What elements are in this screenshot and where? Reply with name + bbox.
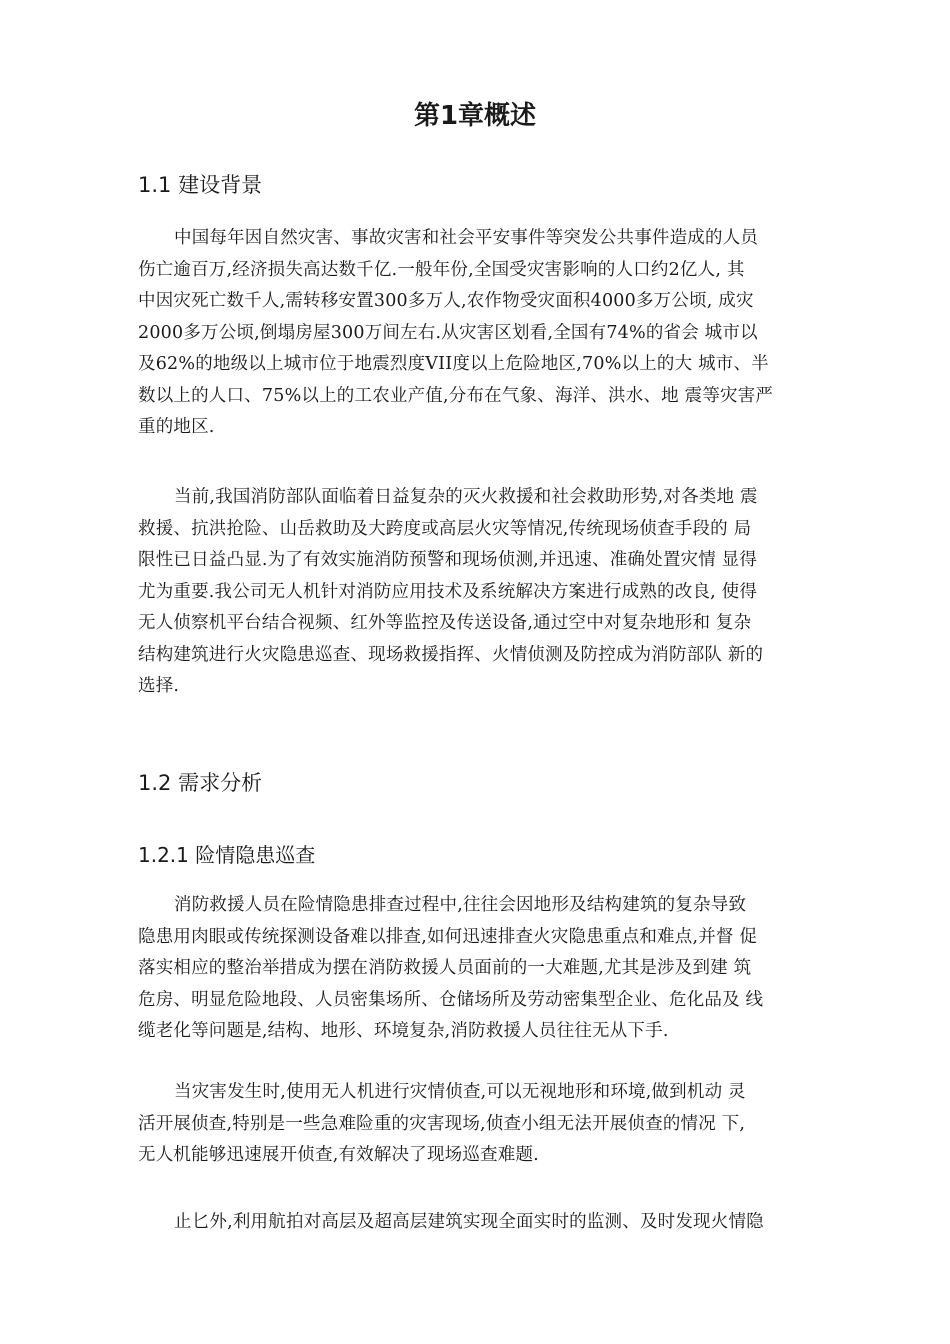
text-line: 落实相应的整治举措成为摆在消防救援人员面前的一大难题,尤其是涉及到建 筑	[138, 958, 752, 978]
paragraph-inspection-3	[138, 1207, 822, 1239]
text-line: 隐患用肉眼或传统探测设备难以排查,如何迅速排查火灾隐患重点和难点,并督 促	[138, 926, 758, 947]
text-line: 尤为重要.我公司无人机针对消防应用技术及系统解决方案进行成熟的改良, 使得	[138, 581, 758, 602]
text-line: 数以上的人口、75%以上的工农业产值,分布在气象、海洋、洪水、地 震等灾害严	[138, 385, 774, 406]
text-line: 活开展侦查,特别是一些急难险重的灾害现场,侦查小组无法开展侦查的情况 下,	[138, 1113, 746, 1134]
text-line: 救援、抗洪抢险、山岳救助及大跨度或高层火灾等情况,传统现场侦查手段的 局	[138, 518, 752, 539]
text-line: 重的地区.	[138, 417, 215, 437]
paragraph-inspection-2	[138, 1077, 822, 1172]
paragraph-background-2	[138, 482, 822, 703]
paragraph-inspection-1	[138, 890, 822, 1048]
text-line: 2000多万公顷,倒塌房屋300万间左右.从灾害区划看,全国有74%的省会 城市以	[138, 322, 758, 343]
section-heading-background: 1.1 建设背景	[138, 173, 263, 197]
text-line: 当前,我国消防部队面临着日益复杂的灭火救援和社会救助形势,对各类地 震	[174, 487, 758, 507]
text-line: 及62%的地级以上城市位于地震烈度VII度以上危险地区,70%以上的大 城市、半	[138, 354, 769, 374]
text-line: 选择.	[138, 676, 180, 696]
text-line: 止匕外,利用航拍对高层及超高层建筑实现全面实时的监测、及时发现火情隐	[174, 1212, 764, 1232]
text-line: 中国每年因自然灾害、事故灾害和社会平安事件等突发公共事件造成的人员	[174, 228, 759, 248]
text-line: 缆老化等问题是,结构、地形、环境复杂,消防救援人员往往无从下手.	[138, 1021, 669, 1041]
paragraph-background-1	[138, 223, 822, 444]
text-line: 中因灾死亡数千人,需转移安置300多万人,农作物受灾面积4000多万公顷, 成灾	[138, 291, 754, 311]
text-line: 消防救援人员在险情隐患排查过程中,往往会因地形及结构建筑的复杂导致	[174, 895, 747, 915]
text-line: 危房、明显危险地段、人员密集场所、仓储场所及劳动密集型企业、危化品及 线	[138, 989, 764, 1010]
text-line: 无人侦察机平台结合视频、红外等监控及传送设备,通过空中对复杂地形和 复杂	[138, 613, 752, 633]
subsection-heading-hazard-inspection: 1.2.1 险情隐患巡查	[138, 843, 316, 867]
section-heading-requirements: 1.2 需求分析	[138, 771, 263, 795]
text-line: 无人机能够迅速展开侦查,有效解决了现场巡查难题.	[138, 1145, 539, 1165]
text-line: 当灾害发生时,使用无人机进行灾情侦查,可以无视地形和环境,做到机动 灵	[174, 1082, 746, 1102]
chapter-title: 第1章概述	[413, 101, 537, 131]
text-line: 限性已日益凸显.为了有效实施消防预警和现场侦测,并迅速、准确处置灾情 显得	[138, 550, 758, 570]
text-line: 结构建筑进行火灾隐患巡查、现场救援指挥、火情侦测及防控成为消防部队 新的	[138, 644, 764, 665]
text-line: 伤亡逾百万,经济损失高达数千亿.一般年份,全国受灾害影响的人口约2亿人, 其	[138, 259, 745, 280]
